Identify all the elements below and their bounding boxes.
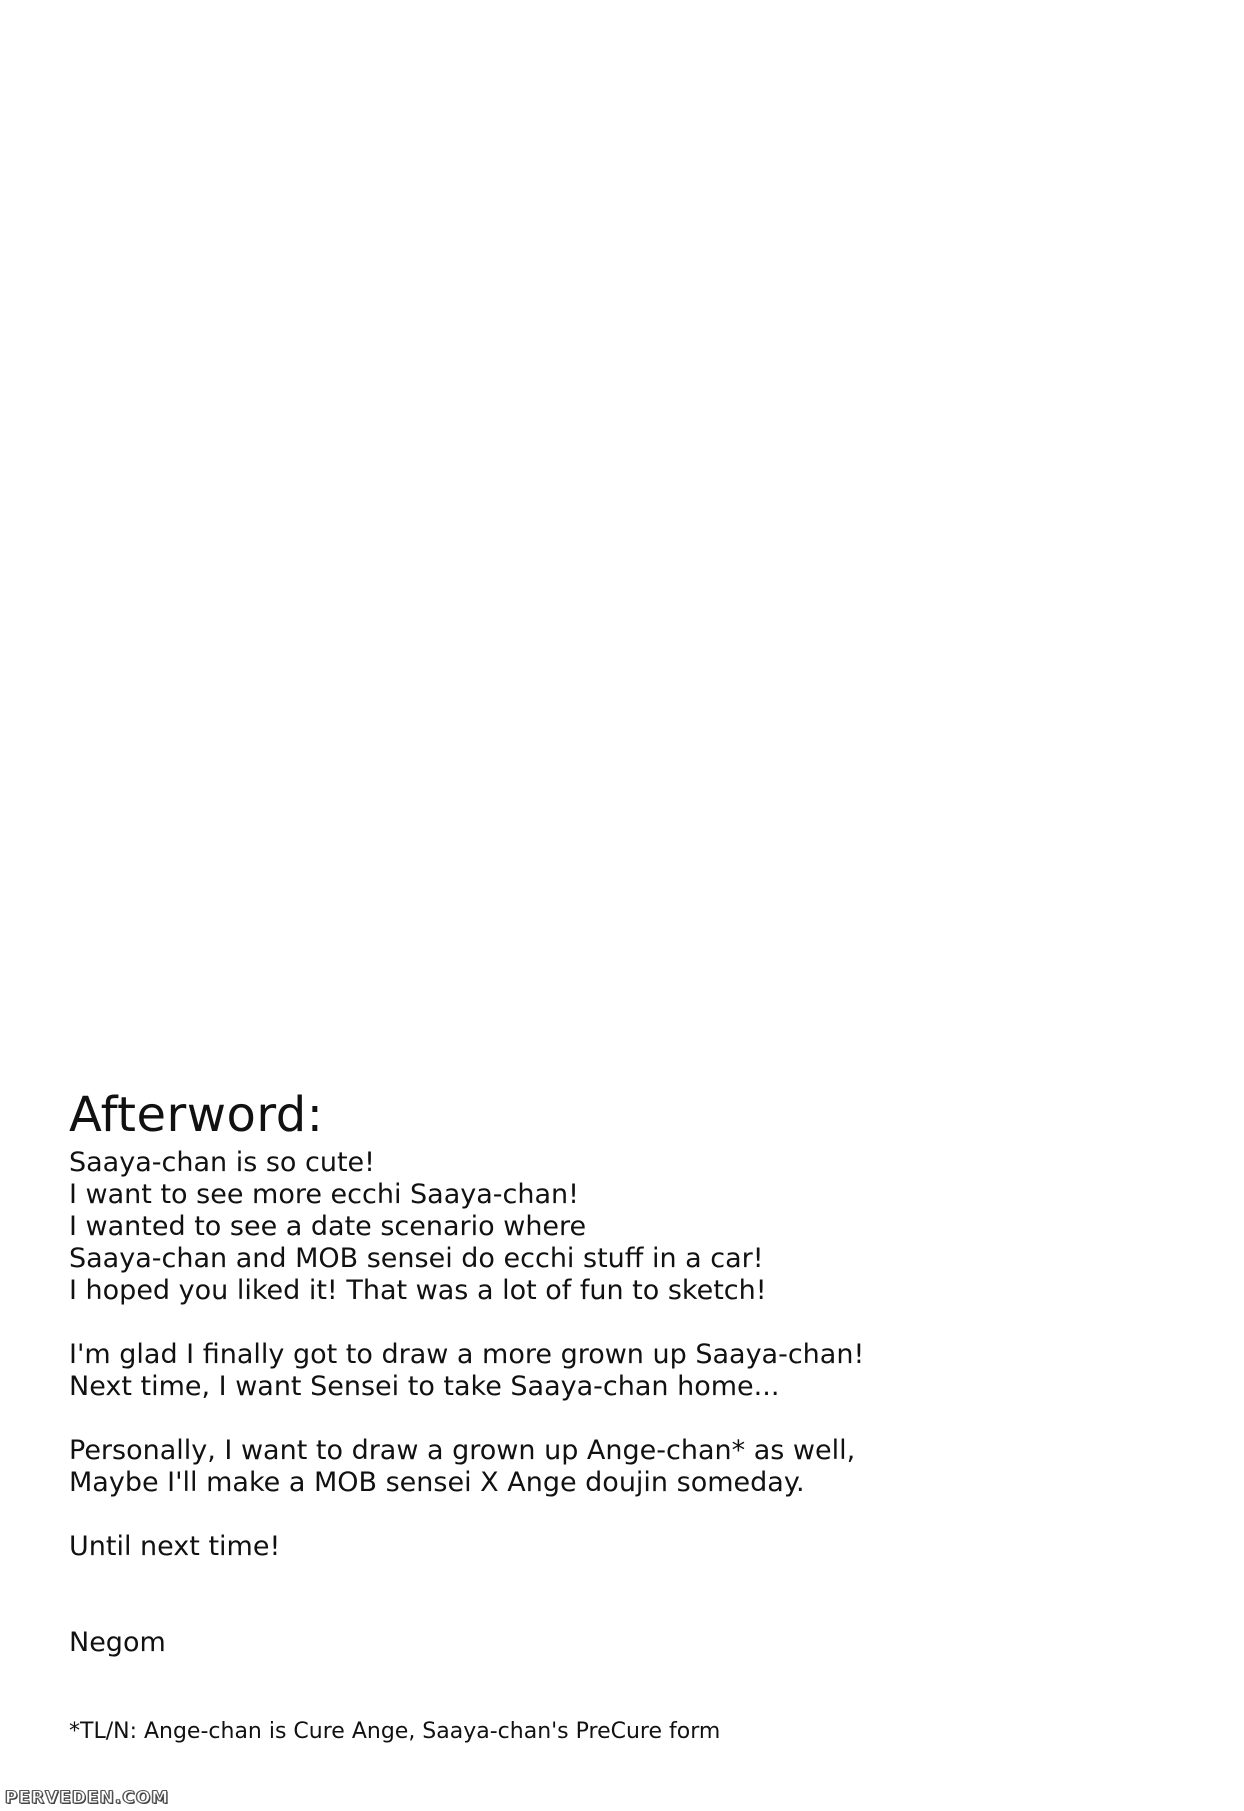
- afterword-title: Afterword:: [69, 1087, 324, 1143]
- text-line: I want to see more ecchi Saaya-chan!: [69, 1179, 579, 1210]
- afterword-paragraph-4: [69, 1531, 1169, 1563]
- text-line: Next time, I want Sensei to take Saaya-chan home...: [69, 1371, 780, 1402]
- paragraph-spacer: [69, 1307, 1169, 1339]
- author-signature: Negom: [69, 1627, 166, 1658]
- afterword-paragraph-1: [69, 1147, 1169, 1307]
- afterword-paragraph-3: [69, 1435, 1169, 1499]
- paragraph-spacer: [69, 1403, 1169, 1435]
- text-line: I wanted to see a date scenario where: [69, 1211, 587, 1242]
- text-line: Personally, I want to draw a grown up Ange-chan* as well,: [69, 1435, 856, 1466]
- text-line: I hoped you liked it! That was a lot of fun to sketch!: [69, 1275, 767, 1306]
- paragraph-spacer: [69, 1499, 1169, 1531]
- translator-note: *TL/N: Ange-chan is Cure Ange, Saaya-chan's PreCure form: [69, 1719, 721, 1744]
- text-line: I'm glad I finally got to draw a more grown up Saaya-chan!: [69, 1339, 865, 1370]
- text-line: Saaya-chan is so cute!: [69, 1147, 375, 1178]
- signature-spacer: [69, 1563, 1169, 1627]
- watermark-logo: PERVEDEN.COM: [5, 1788, 170, 1808]
- afterword-section: [69, 1085, 1169, 1659]
- text-line: Saaya-chan and MOB sensei do ecchi stuff in a car!: [69, 1243, 764, 1274]
- text-line: Maybe I'll make a MOB sensei X Ange doujin someday.: [69, 1467, 805, 1498]
- text-line: Until next time!: [69, 1531, 281, 1562]
- afterword-paragraph-2: [69, 1339, 1169, 1403]
